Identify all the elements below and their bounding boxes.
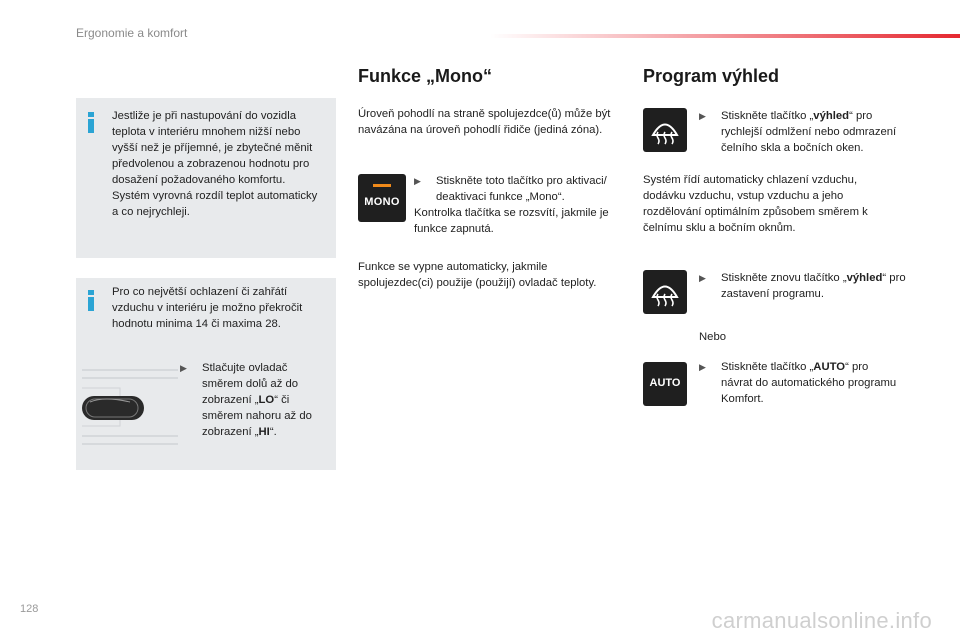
info-box-limits <box>76 278 336 470</box>
mono-button <box>358 174 406 222</box>
arrow-bullet-icon: ▶ <box>699 111 706 121</box>
info-box-temperature <box>76 98 336 258</box>
bullet-vyhled-start: ▶ Stiskněte tlačítko „výhled“ pro rychlejší odmlžení nebo odmrazení čelního skla a bočních oken. <box>699 110 897 154</box>
bullet-auto: ▶ Stiskněte tlačítko „AUTO“ pro návrat do automatického programu Komfort. <box>699 361 897 405</box>
watermark: carmanualsonline.info <box>711 608 932 633</box>
bullet-vyhled-stop: ▶ Stiskněte znovu tlačítko „výhled“ pro zastavení programu. <box>699 272 906 300</box>
arrow-bullet-icon: ▶ <box>180 363 187 373</box>
arrow-bullet-icon: ▶ <box>699 273 706 283</box>
bullet-mono-toggle: ▶ Stiskněte toto tlačítko pro aktivaci/ deaktivaci funkce „Mono“. <box>414 175 607 203</box>
mono-auto-off: Funkce se vypne automaticky, jakmile spolujezdec(ci) použije (použijí) ovladač teploty. <box>358 261 597 289</box>
bullet-knob: ▶ Stlačujte ovladač směrem dolů až do zobrazení „LO“ či směrem nahoru až do zobrazení „HI“. <box>180 362 312 438</box>
auto-button-label: AUTO <box>649 377 681 389</box>
mono-indicator-lamp <box>373 184 391 187</box>
nebo-text: Nebo <box>699 331 727 343</box>
info-icon <box>88 290 94 311</box>
auto-button <box>643 362 687 406</box>
vyhled-button <box>643 108 687 152</box>
vyhled-title: Program výhled <box>643 66 780 86</box>
vyhled-button-2 <box>643 270 687 314</box>
arrow-bullet-icon: ▶ <box>414 176 421 186</box>
arrow-bullet-icon: ▶ <box>699 362 706 372</box>
vyhled-system-text: Systém řídí automaticky chlazení vzduchu, dodávku vzduchu, vstup vzduchu a jeho rozdělování optimálním způsobem směrem k čelnímu sklu a bočním oknům. <box>643 174 868 234</box>
section-title: Ergonomie a komfort <box>76 26 188 40</box>
header-accent-bar <box>490 34 960 38</box>
mono-lamp-text: Kontrolka tlačítka se rozsvítí, jakmile je funkce zapnutá. <box>414 207 609 235</box>
mono-intro: Úroveň pohodlí na straně spolujezdce(ů) může být navázána na úroveň pohodlí řidiče (jediná zóna). <box>358 108 611 136</box>
windshield-defrost-icon <box>643 108 687 152</box>
info-icon <box>88 112 94 133</box>
knob-illustration <box>80 366 180 448</box>
windshield-defrost-icon <box>643 270 687 314</box>
info-text-temperature: Jestliže je při nastupování do vozidla teplota v interiéru mnohem nižší nebo vyšší než je příjemné, je zbytečné měnit předvolenou a zobrazenou hodnotu pro dosažení požadovaného komfortu. Systém vyrovná rozdíl teplot automaticky a co nejrychleji. <box>112 110 318 218</box>
page-number: 128 <box>20 603 39 615</box>
mono-button-label: MONO <box>364 196 400 208</box>
mono-title: Funkce „Mono“ <box>358 66 492 86</box>
info-text-limits: Pro co největší ochlazení či zahřátí vzduchu v interiéru je možno překročit hodnotu minima 14 či maxima 28. <box>112 286 303 330</box>
